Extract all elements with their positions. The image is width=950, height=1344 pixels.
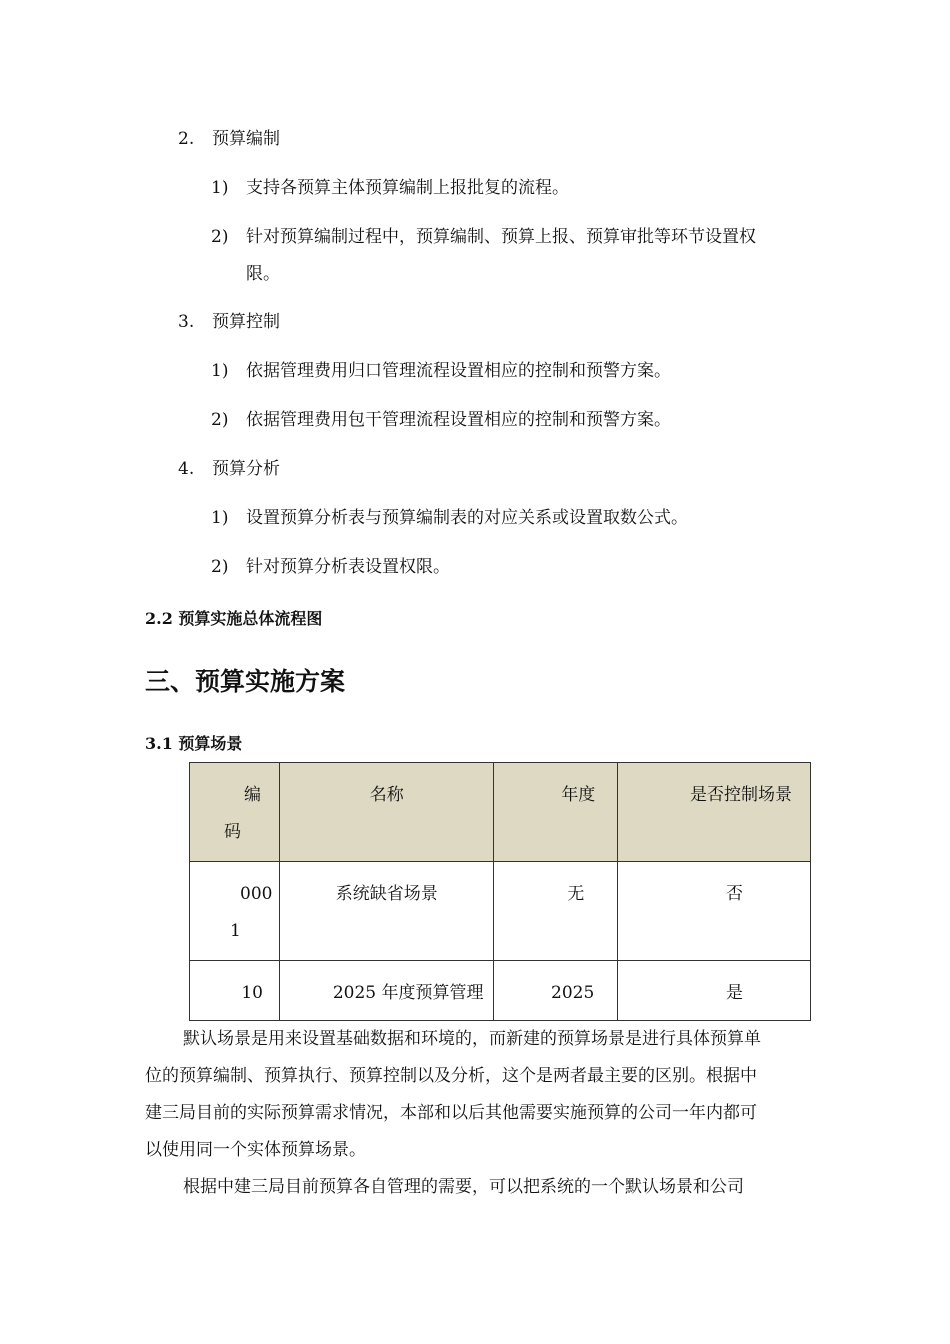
cell-control [618,961,811,1021]
code-line: 000 [240,884,273,904]
cell-control [618,862,811,961]
body-paragraph [145,1169,837,1206]
heading-2-2: 2.2 预算实施总体流程图 [145,609,323,628]
item-text: 针对预算编制过程中，预算编制、预算上报、预算审批等环节设置权 [246,227,756,247]
section-number: 4. [178,459,195,479]
item-text: 支持各预算主体预算编制上报批复的流程。 [246,178,569,198]
year-text: 2025 [551,983,595,1003]
paragraph-line: 以使用同一个实体预算场景。 [145,1140,366,1160]
item-number: 2) [211,227,229,247]
section-3-heading [178,310,280,334]
item-text: 设置预算分析表与预算编制表的对应关系或设置取数公式。 [246,508,688,528]
item-number: 1) [211,361,229,381]
list-item [211,506,688,530]
cell-year [494,862,618,961]
list-item [211,408,671,432]
header-cell-code [190,763,280,862]
section-number: 3. [178,312,195,332]
section-title: 预算控制 [212,312,280,332]
section-4-heading [178,457,280,481]
item-number: 1) [211,178,229,198]
list-item [211,225,756,249]
item-number: 2) [211,557,229,577]
code-line: 1 [230,921,241,941]
cell-name [279,862,494,961]
cell-code [190,961,280,1021]
heading-3-1: 3.1 预算场景 [145,734,243,753]
paragraph-line: 默认场景是用来设置基础数据和环境的，而新建的预算场景是进行具体预算单 [183,1029,761,1049]
section-title: 预算分析 [212,459,280,479]
header-cell-year [494,763,618,862]
list-item [211,359,671,383]
item-text: 针对预算分析表设置权限。 [246,557,450,577]
cell-code [190,862,280,961]
year-text: 无 [567,884,585,904]
list-item [211,555,450,579]
scenario-table [189,762,811,1021]
header-cell-name [279,763,494,862]
item-text-continued: 限。 [246,264,280,284]
item-text: 依据管理费用归口管理流程设置相应的控制和预警方案。 [246,361,671,381]
heading-chapter-3: 三、预算实施方案 [145,667,346,696]
paragraph-line: 根据中建三局目前预算各自管理的需要，可以把系统的一个默认场景和公司 [183,1177,744,1197]
header-code-line: 码 [224,822,241,842]
cell-name [279,961,494,1021]
name-text: 系统缺省场景 [335,884,438,904]
header-cell-control [618,763,811,862]
list-item [211,176,569,200]
item-number: 1) [211,508,229,528]
header-year-text: 年度 [561,785,596,805]
section-number: 2. [178,129,195,149]
name-text: 2025 年度预算管理 [332,983,484,1003]
section-title: 预算编制 [212,129,280,149]
item-text: 依据管理费用包干管理流程设置相应的控制和预警方案。 [246,410,671,430]
item-number: 2) [211,410,229,430]
code-line: 10 [241,983,263,1003]
header-name-text: 名称 [369,785,404,805]
header-code-line: 编 [244,785,261,805]
control-text: 是 [726,983,743,1003]
header-control-text: 是否控制场景 [690,785,792,805]
paragraph-line: 位的预算编制、预算执行、预算控制以及分析，这个是两者最主要的区别。根据中 [145,1066,757,1086]
table-row [190,862,811,961]
cell-year [494,961,618,1021]
table-header-row [190,763,811,862]
body-paragraph [145,1021,837,1169]
control-text: 否 [726,884,743,904]
paragraph-line: 建三局目前的实际预算需求情况，本部和以后其他需要实施预算的公司一年内都可 [145,1103,757,1123]
table-row [190,961,811,1021]
